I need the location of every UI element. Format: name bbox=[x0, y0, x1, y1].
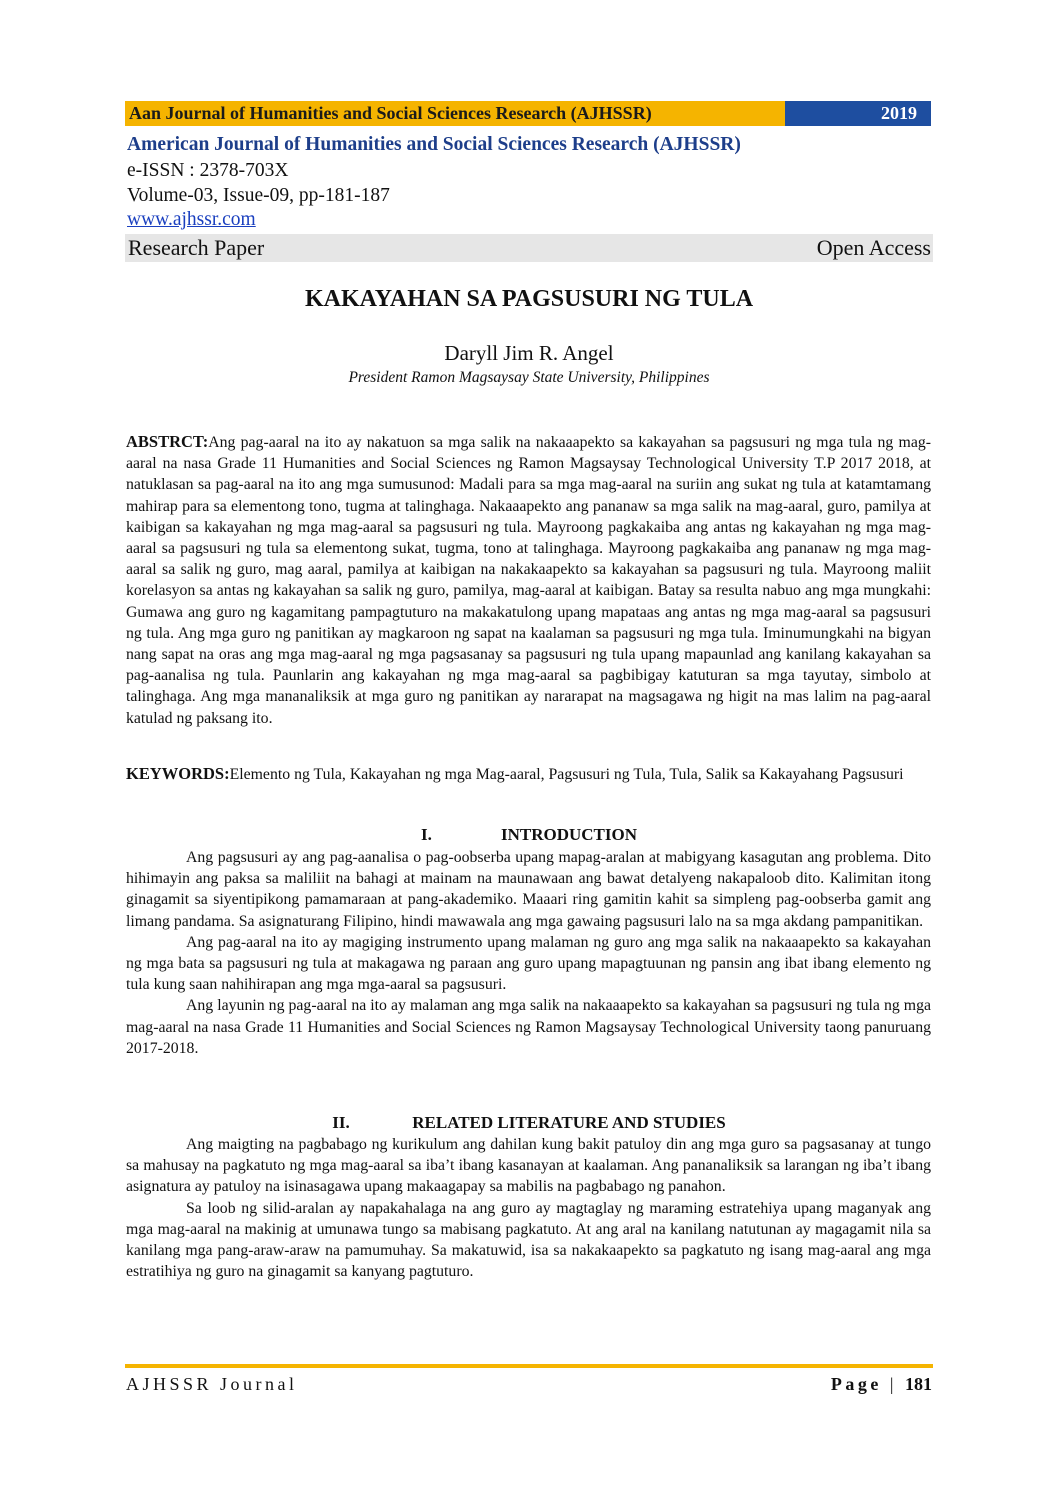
paper-title: KAKAYAHAN SA PAGSUSURI NG TULA bbox=[304, 286, 754, 312]
section-number: II. bbox=[332, 1113, 350, 1132]
keywords-label: KEYWORDS: bbox=[126, 764, 230, 783]
header-band-year: 2019 bbox=[785, 101, 931, 126]
open-access-label: Open Access bbox=[816, 235, 931, 260]
abstract bbox=[126, 431, 931, 729]
section-number: I. bbox=[420, 825, 432, 844]
paragraph: Ang maigting na pagbabago ng kurikulum ang dahilan kung bakit patuloy din ang mga guro sa pagsasanay at tungo sa mahusay na pagkatuto ng mga mag-aaral sa iba’t ibang kasanayan at kaalaman. Ang pananaliksik sa larangan ng iba’t ibang asignatura ay patuloy na isinasagawa upang makaagapay sa mabilis na pagbabago ng panahon. bbox=[126, 1136, 931, 1196]
section-heading-introduction bbox=[0, 825, 1058, 845]
journal-title: American Journal of Humanities and Social Sciences Research (AJHSSR) bbox=[127, 134, 741, 155]
paper-type-label: Research Paper bbox=[128, 235, 265, 260]
journal-header-band bbox=[125, 101, 931, 126]
author-name: Daryll Jim R. Angel bbox=[444, 341, 614, 365]
author-affiliation: President Ramon Magsaysay State University, Philippines bbox=[348, 369, 710, 386]
footer-page-indicator: Page | 181 bbox=[830, 1374, 932, 1394]
section-heading-related-literature bbox=[0, 1113, 1058, 1133]
related-literature-body bbox=[126, 1134, 931, 1282]
abstract-label: ABSTRCT: bbox=[126, 432, 209, 451]
paragraph: Ang pagsusuri ay ang pag-aanalisa o pag-oobserba upang mapag-aralan at mabigyang kasagutan ang problema. Dito hihimayin ang paksa sa maliliit na bahagi at mainam na maunawaan ang bawat detalyeng nakapaloob dito. Kalimitan itong ginagamit sa siyentipikong pamamaraan at pang-akademiko. Maaari ring gamitin kahit sa simpleng pag-oobserba gamit ang limang pandama. Sa asignaturang Filipino, hindi mawawala ang mga gawaing pagsusuri lalo na sa mga akdang pampanitikan. bbox=[126, 849, 931, 930]
volume-issue: Volume-03, Issue-09, pp-181-187 bbox=[127, 185, 390, 206]
introduction-body bbox=[126, 847, 931, 1059]
paper-type-bar bbox=[125, 234, 933, 262]
section-title: INTRODUCTION bbox=[500, 825, 638, 844]
keywords-text: Elemento ng Tula, Kakayahan ng mga Mag-aaral, Pagsusuri ng Tula, Tula, Salik sa Kakayahang Pagsusuri bbox=[229, 766, 904, 783]
keywords bbox=[126, 763, 931, 785]
footer-journal-name: AJHSSR Journal bbox=[126, 1374, 298, 1394]
header-band-journal-name: Aan Journal of Humanities and Social Sciences Research (AJHSSR) bbox=[125, 101, 785, 126]
issn: e-ISSN : 2378-703X bbox=[127, 160, 289, 181]
section-title: RELATED LITERATURE AND STUDIES bbox=[412, 1113, 726, 1132]
footer-divider bbox=[125, 1364, 933, 1368]
paragraph: Sa loob ng silid-aralan ay napakahalaga na ang guro ay magtaglay ng maraming estratehiya upang maganyak ang mga mag-aaral na makinig at umunawa tungo sa mabisang pagkatuto. At ang aral na kanilang natutunan ay magagamit nila sa kanilang mga pang-araw-araw na pamumuhay. Sa makatuwid, isa sa nakakaapekto sa pagkatuto ng isang mag-aaral ang mga estratihiya ng guro na ginagamit sa kanyang pagtuturo. bbox=[126, 1199, 931, 1281]
footer-page-label: Page bbox=[830, 1374, 882, 1394]
abstract-text: Ang pag-aaral na ito ay nakatuon sa mga salik na nakaaapekto sa kakayahan sa pagsusuri ng mga tula ng mag-aaral na nasa Grade 11 Humanities and Social Sciences ng Ramon Magsaysay Technological University T.P 2017 2018, at natuklasan sa pag-aaral na ito ang mga sumusunod: Madali para sa mga mag-aaral na suriin ang sukat ng tula at katamtamang mahirap para sa elementong tono, tugma at talinghaga. Nakaaapekto ang pananaw sa mga salik na mag-aaral, guro, pamilya at kaibigan sa kakayahan ng mga mag-aaral sa pagsusuri ng tula. Mayroong pagkakaiba ang antas ng kakayahan ng mga mag-aaral sa pagsusuri ng tula sa elementong sukat, tugma, tono at talinghaga. Mayroong pagkakaiba ang pananaw ng mga mag-aaral sa salik ng guro, mag aaral, pamilya at kaibigan na nakakaapekto sa kakayahan sa pagsusuri ng tula. Mayroong maliit korelasyon sa antas ng kakayahan sa salik ng guro, pamilya, mag-aaral at kaibigan. Batay sa resulta nabuo ang mga mungkahi: Gumawa ang guro ng kagamitang pampagtuturo na makakatulong upang mapataas ang antas ng mga mag-aaral sa pagsusuri ng tula. Ang mga guro ng panitikan ay magkaroon ng sapat na kaalaman sa pagsusuri ng mga tula. Iminumungkahi na bigyan nang sapat na oras ang mga mag-aaral ng mga pagsasanay sa pagsusuri ng tula upang mapaunlad ang kanilang kakayahan sa pag-aanalisa ng tula. Paunlarin ang kakayahan ng mga mag-aaral sa pagbibigay katuturan sa mga tayutay, simbolo at talinghaga. Ang mga mananaliksik at mga guro ng panitikan ay nararapat na magsagawa ng higit na mas lalim na pag-aaral katulad ng paksang ito. bbox=[126, 434, 931, 727]
journal-website-link[interactable]: www.ajhssr.com bbox=[127, 209, 256, 230]
paragraph: Ang pag-aaral na ito ay magiging instrumento upang malaman ng guro ang mga salik na nakaaapekto sa kakayahan ng mga bata sa pagsusuri ng tula at makagawa ng paraan ang guro upang mapagtuunan ng pansin ang ibat ibang elemento ng tula kung saan nahihirapan ang mga mga-aaral sa pagsusuri. bbox=[126, 933, 931, 994]
footer-page-number: 181 bbox=[905, 1374, 932, 1394]
paragraph: Ang layunin ng pag-aaral na ito ay malaman ang mga salik na nakaaapekto sa kakayahan sa pagsusuri ng tula ng mga mag-aaral na nasa Grade 11 Humanities and Social Sciences ng Ramon Magsaysay Technological University taong panuruang 2017-2018. bbox=[126, 997, 931, 1057]
page-footer bbox=[126, 1374, 932, 1395]
